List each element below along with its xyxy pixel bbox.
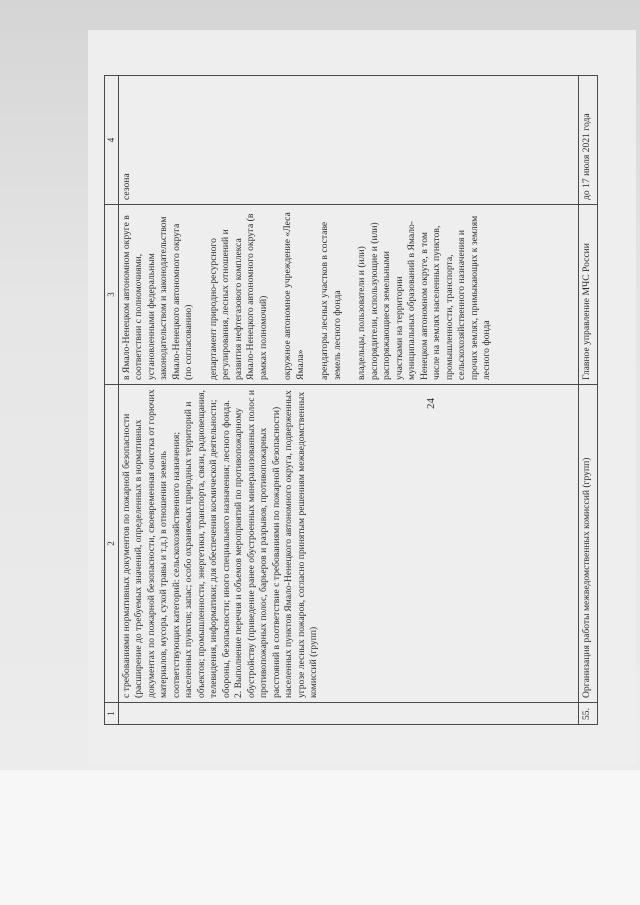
row55-num: 55.	[579, 703, 598, 725]
cell-num	[118, 703, 579, 725]
responsible-3: окружное автономное учреждение «Леса Ямала»	[282, 212, 306, 380]
row55-responsible: Главное управление МЧС России	[579, 205, 598, 385]
document-page	[88, 30, 636, 765]
measure-text-1: с требованиями нормативных документов по пожарной безопасности (расширение до требуемых значений, определенных в нормативных документах по пожарной безопасности, своевременная очистка от горючих материалов, мусора, сухой травы и т.д.) в отношении земель соответствующих категорий: сельскохозяйственного назначения; населенных пунктов; запас; особо охраняемых природных территорий и объектов; промышленности, энергетики, транспорта, связи, радиовещания, телевидения, информатики; для обеспечения космической деятельности; обороны, безопасности; иного специального назначения; лесного фонда.	[120, 389, 232, 698]
measures-table	[104, 75, 598, 725]
cell-deadline: сезона	[118, 76, 579, 205]
cell-measure	[118, 385, 579, 703]
responsible-1: в Ямало-Ненецком автономном округе в соответствии с полномочиями, установленными федеральным законодательством и законодательством Ямало-Ненецкого автономного округа (по согласованию)	[120, 215, 194, 380]
table-row-55	[579, 76, 598, 725]
responsible-4: арендаторы лесных участков в составе земель лесного фонда	[319, 221, 343, 380]
measure-text-2: 2. Выполнение перечня и объемов мероприятий по противопожарному обустройству (приведение ранее обустроенных минерализованных полос и противопожарных полос, барьеров и разрывов, противопожарных расстояний в соответствие с требованиями по пожарной безопасности) населенных пунктов Ямало-Ненецкого автономного округа, подверженных угрозе лесных пожаров, согласно принятым решениям межведомственных комиссий (групп)	[233, 389, 319, 698]
responsible-5: владельцы, пользователи и (или) распорядители, использующие и (или) распоряжающиеся земельными участками на территории муниципальных образований в Ямало-Ненецком автономном округе, в том числе на землях населенных пунктов, промышленности, транспорта, сельскохозяйственного назначения и прочих землях, примыкающих к землям лесного фонда	[356, 215, 492, 380]
rotated-content	[88, 30, 636, 765]
cell-responsible	[118, 205, 579, 385]
header-col-1: 1	[105, 703, 119, 725]
responsible-2: департамент природно-ресурсного регулирования, лесных отношений и развития нефтегазового комплекса Ямало-Ненецкого автономного округа (в рамках полномочий)	[207, 213, 269, 380]
header-col-2: 2	[105, 385, 119, 703]
row55-deadline: до 17 июля 2021 года	[579, 76, 598, 205]
row55-measure: Организация работы межведомственных комиссий (групп)	[579, 385, 598, 703]
header-col-4: 4	[105, 76, 119, 205]
table-header-row	[105, 76, 119, 725]
scan-bottom-margin	[0, 770, 640, 905]
table-row-continued	[118, 76, 579, 725]
page-number: 24	[425, 398, 437, 409]
header-col-3: 3	[105, 205, 119, 385]
